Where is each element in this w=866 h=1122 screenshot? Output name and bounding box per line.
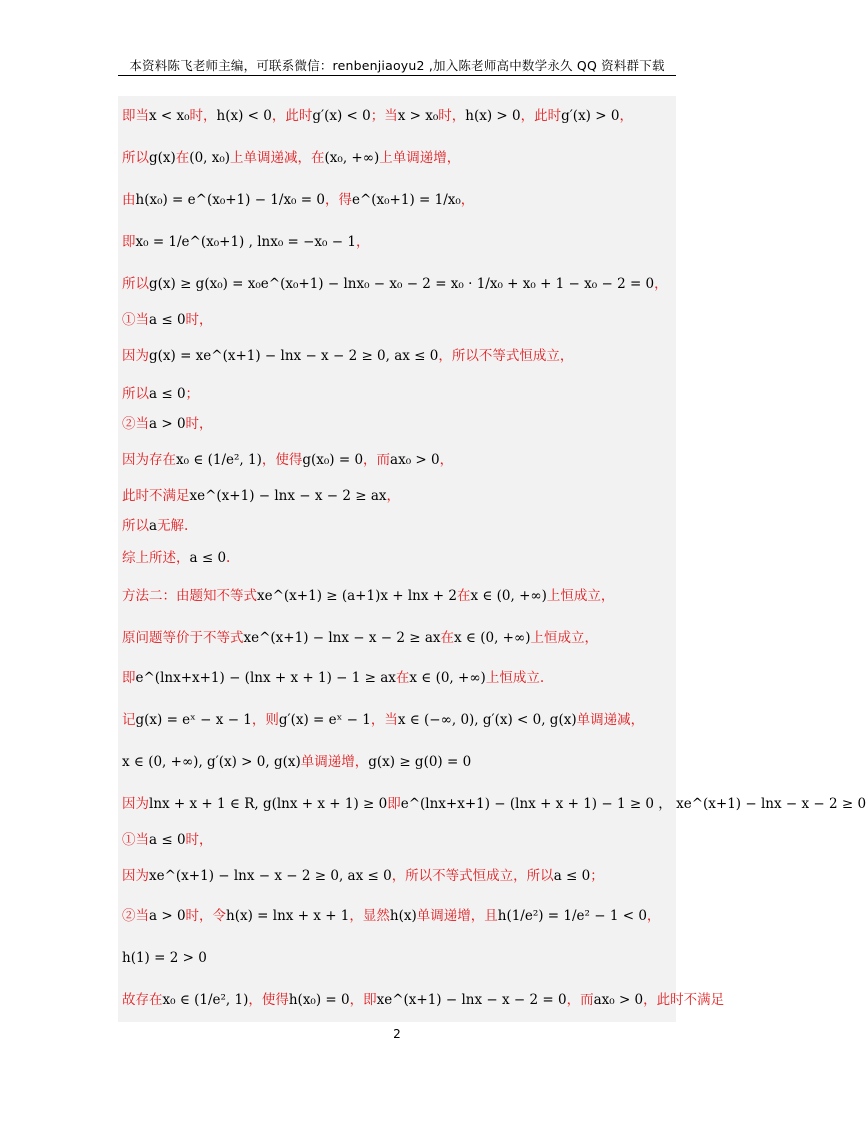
line-text: 上单调递增， [379,150,461,166]
solution-line [122,450,676,470]
math-expression: xe^(x+1) − lnx − x − 2 ≥ ax [189,488,387,504]
line-text: ，即 [349,992,377,1008]
line-text: 上单调递减，在 [230,150,325,166]
solution-line [122,346,676,366]
math-expression: h(1) = 2 > 0 [122,950,207,966]
math-expression: a > 0 [149,908,186,924]
solution-line [122,752,676,772]
line-text: 无解. [157,518,189,534]
math-expression: h(x) < 0 [216,108,272,124]
math-expression: x ∈ (0, +∞) [454,630,531,646]
math-expression: x₀ = 1/e^(x₀+1) , lnx₀ = −x₀ − 1 [135,234,356,250]
line-text: 在 [395,670,410,686]
line-text: 因为 [122,796,149,812]
line-text: 时， [185,832,213,848]
solution-line [122,990,725,1010]
line-text: 因为 [122,868,149,884]
line-text: 在 [440,630,455,646]
math-expression: g(x) = eˣ − x − 1 [135,712,252,728]
math-expression: x ∈ (0, +∞) [409,670,486,686]
line-text: 时， [438,108,466,124]
solution-line [122,414,676,434]
math-expression: x > x₀ [397,108,439,124]
line-text: ，而 [566,992,594,1008]
line-text: ①当 [122,312,149,328]
line-text: 即 [122,234,136,250]
page-header: 本资料陈飞老师主编，可联系微信：renbenjiaoyu2 ,加入陈老师高中数学永久 QQ 资料群下载 [129,58,665,73]
math-expression: (x₀, +∞) [324,150,380,166]
math-expression: h(x₀) = e^(x₀+1) − 1/x₀ = 0 [135,192,325,208]
math-expression: a ≤ 0 [149,832,186,848]
line-text: . [226,550,231,566]
line-text: 时， [185,312,213,328]
header-rule [118,75,676,76]
line-text: ， [654,276,668,292]
line-text: 在 [456,588,471,604]
line-text: ，使得 [248,992,289,1008]
line-text: 故存在 [122,992,163,1008]
solution-line [122,586,676,606]
line-text: 即 [387,796,401,812]
line-text: ，显然 [349,908,390,924]
line-text: 单调递增， [300,754,369,770]
math-expression: x₀ ∈ (1/e², 1) [162,992,249,1008]
math-expression: g′(x) < 0 [312,108,371,124]
line-text: ， [386,488,401,504]
solution-line [122,148,676,168]
line-text: ， [619,108,633,124]
math-expression: h(x) = lnx + x + 1 [226,908,350,924]
math-expression: x < x₀ [149,108,190,124]
line-text: 原问题等价于不等式 [122,630,244,646]
line-text: ，则 [251,712,279,728]
line-text: 综上所述， [122,550,190,566]
line-text: ，所以不等式恒成立， [438,348,574,364]
math-expression: h(x) [389,908,417,924]
line-text: 单调递增，且 [416,908,498,924]
math-expression: x₀ ∈ (1/e², 1) [176,452,262,468]
line-text: 即当 [122,108,149,124]
math-expression: x ∈ (0, +∞), g′(x) > 0, g(x) [122,754,301,770]
solution-line [122,830,676,850]
solution-line [122,516,676,536]
math-expression: ax₀ > 0 [593,992,644,1008]
math-expression: a ≤ 0 [149,386,186,402]
line-text: ，此时不满足 [643,992,725,1008]
line-text: ，此时 [520,108,562,124]
line-text: ①当 [122,832,149,848]
line-text: 此时不满足 [122,488,190,504]
line-text: 由 [122,192,136,208]
line-text: ， [355,234,370,250]
line-text: ， [646,908,661,924]
line-text: ；当 [370,108,398,124]
math-expression: g′(x) = eˣ − 1 [278,712,371,728]
line-text: 所以 [122,518,149,534]
page-number: 2 [393,1027,401,1041]
math-expression: x ∈ (−∞, 0), g′(x) < 0, g(x) [397,712,577,728]
line-text: ； [185,386,200,402]
line-text: 时，令 [185,908,227,924]
line-text: 上恒成立， [530,630,598,646]
math-expression: xe^(x+1) − lnx − x − 2 = 0 [376,992,567,1008]
math-expression: h(x₀) = 0 [288,992,350,1008]
line-text: ②当 [122,908,149,924]
line-text: 因为 [122,348,149,364]
math-expression: g(x) ≥ g(x₀) = x₀e^(x₀+1) − lnx₀ − x₀ − 2 = x₀ · 1/x₀ + x₀ + 1 − x₀ − 2 = 0 [149,276,655,292]
solution-line [122,710,676,730]
math-expression: a ≤ 0 [189,550,227,566]
math-expression: h(x) > 0 [465,108,521,124]
line-text: ，此时 [271,108,313,124]
solution-line [122,668,676,688]
math-expression: g′(x) > 0 [561,108,620,124]
line-text: 单调递减， [576,712,645,728]
line-text: 所以 [122,276,149,292]
solution-line [122,794,866,814]
math-expression: g(x) = xe^(x+1) − lnx − x − 2 ≥ 0, ax ≤ 0 [149,348,439,364]
solution-line [122,906,676,926]
line-text: 所以 [122,386,149,402]
line-text: 上恒成立. [485,670,545,686]
math-expression: e^(lnx+x+1) − (lnx + x + 1) − 1 ≥ 0 ， xe^(x+1) − lnx − x − 2 ≥ 0 [400,796,866,812]
line-text: ，而 [363,452,391,468]
line-text: 记 [122,712,136,728]
line-text: 所以 [122,150,149,166]
math-expression: a ≤ 0 [553,868,591,884]
solution-line [122,190,676,210]
line-text: ， [439,452,454,468]
line-text: 时， [185,416,213,432]
line-text: 因为存在 [122,452,176,468]
math-expression: e^(lnx+x+1) − (lnx + x + 1) − 1 ≥ ax [135,670,396,686]
math-expression: ax₀ > 0 [390,452,440,468]
line-text: 上恒成立， [546,588,615,604]
line-text: 时， [189,108,217,124]
solution-line [122,232,676,252]
line-text: ， [460,192,475,208]
math-expression: (0, x₀) [189,150,231,166]
solution-line [122,628,676,648]
line-text: ，使得 [261,452,303,468]
solution-line [122,486,676,506]
math-expression: lnx + x + 1 ∈ R, g(lnx + x + 1) ≥ 0 [149,796,388,812]
math-expression: g(x₀) = 0 [302,452,364,468]
solution-line [122,106,676,126]
line-text: 在 [175,150,190,166]
solution-line [122,866,676,886]
math-expression: xe^(x+1) − lnx − x − 2 ≥ ax [243,630,441,646]
line-text: ，当 [370,712,398,728]
line-text: ②当 [122,416,149,432]
math-expression: x ∈ (0, +∞) [470,588,547,604]
solution-content [118,96,866,1022]
math-expression: a ≤ 0 [149,312,186,328]
math-expression: xe^(x+1) − lnx − x − 2 ≥ 0, ax ≤ 0 [149,868,392,884]
solution-line [122,274,676,294]
math-expression: h(1/e²) = 1/e² − 1 < 0 [497,908,647,924]
solution-line [122,948,676,968]
line-text: ，得 [324,192,352,208]
solution-line [122,548,676,568]
math-expression: xe^(x+1) ≥ (a+1)x + lnx + 2 [257,588,457,604]
line-text: ，所以不等式恒成立，所以 [391,868,554,884]
math-expression: a [149,518,158,534]
line-text: ； [590,868,604,884]
solution-line [122,384,676,404]
math-expression: g(x) ≥ g(0) = 0 [368,754,472,770]
line-text: 方法二：由题知不等式 [122,588,257,604]
solution-line [122,310,676,330]
math-expression: a > 0 [149,416,186,432]
math-expression: g(x) [149,150,176,166]
math-expression: e^(x₀+1) = 1/x₀ [351,192,461,208]
line-text: 即 [122,670,136,686]
